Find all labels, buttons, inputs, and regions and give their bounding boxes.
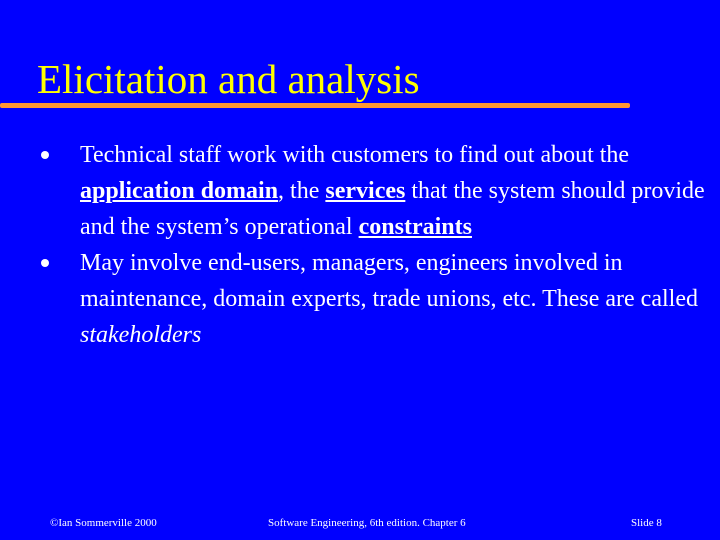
bullet-text: that the system should provide and the system’s operational [80, 178, 705, 240]
bullet-text: , the [278, 178, 326, 204]
emphasis-constraints: constraints [358, 214, 472, 240]
emphasis-services: services [325, 178, 406, 204]
footer-copyright: ©Ian Sommerville 2000 [50, 517, 157, 529]
slide-title: Elicitation and analysis [37, 56, 420, 102]
bullet-text: Technical staff work with customers to find out about the [80, 142, 630, 168]
emphasis-stakeholders: stakeholders [80, 322, 202, 348]
bullet-item [0, 137, 720, 245]
bullet-list [0, 137, 720, 353]
footer-book-title: Software Engineering, 6th edition. Chapter 6 [268, 517, 466, 529]
bullet-item [0, 245, 720, 353]
bullet-text: May involve end-users, managers, engineers involved in maintenance, domain experts, trade unions, etc. These are called [80, 250, 698, 312]
bullet-dot-icon [41, 151, 49, 159]
footer-slide-number: Slide 8 [631, 517, 662, 529]
emphasis-application-domain: application domain [80, 178, 279, 204]
bullet-dot-icon [41, 259, 49, 267]
title-underline-rule [0, 103, 630, 108]
